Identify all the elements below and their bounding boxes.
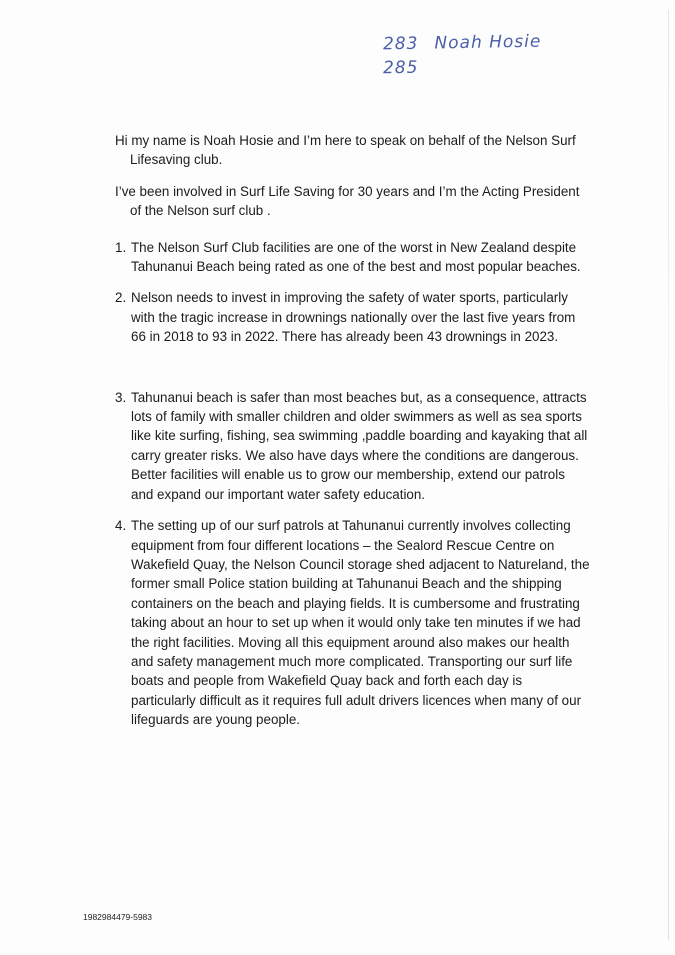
list-item-number: 4. (115, 518, 127, 534)
list-item-number: 1. (115, 239, 127, 255)
document-id: 1982984479-5983 (83, 912, 153, 922)
list-item (115, 388, 590, 504)
list-item-number: 3. (115, 389, 127, 405)
list-item-text: Tahunanui beach is safer than most beaches but, as a consequence, attracts lots of family with smaller children and older swimmers as well as sea sports like kite surfing, fishing, sea swimming ,paddle boarding and kayaking that all carry greater risks. We also have days where the conditions are dangerous. Better facilities will enable us to grow our membership, extend our patrols and expand our important water safety education. (131, 389, 588, 502)
scan-edge-line (668, 10, 669, 940)
list-item (115, 238, 590, 277)
involvement-paragraph: I’ve been involved in Surf Life Saving for 30 years and I’m the Acting President of the Nelson surf club . (115, 183, 580, 219)
list-item-text: The setting up of our surf patrols at Tahunanui currently involves collecting equipment from four different locations – the Sealord Rescue Centre on Wakefield Quay, the Nelson Council storage shed adjacent to Natureland, the former small Police station building at Tahunanui Beach and the shipping containers on the beach and playing fields. It is cumbersome and frustrating taking about an hour to set up when it would only take ten minutes if we had the right facilities. Moving all this equipment around also makes our health and safety management much more complicated. Transporting our surf life boats and people from Wakefield Quay back and forth each day is particularly difficult as it requires full adult drivers licences when many of our lifeguards are young people. (131, 518, 590, 728)
handwritten-annotation-line2 (383, 58, 419, 79)
list-item (115, 288, 590, 346)
submission-body (115, 131, 590, 730)
handwritten-number-283: 283 (382, 33, 419, 55)
handwritten-annotation-line1 (383, 32, 542, 55)
list-item-text: The Nelson Surf Club facilities are one of the worst in New Zealand despite Tahunanui Beach being rated as one of the best and most popular beaches. (131, 239, 581, 275)
handwritten-number-285: 285 (382, 57, 419, 79)
handwritten-name: Noah Hosie (434, 31, 542, 54)
numbered-points-list (115, 238, 590, 730)
intro-paragraph: Hi my name is Noah Hosie and I’m here to speak on behalf of the Nelson Surf Lifesaving club. (115, 133, 576, 168)
list-item (115, 516, 590, 729)
list-item-text: Nelson needs to invest in improving the safety of water sports, particularly with the tragic increase in drownings nationally over the last five years from 66 in 2018 to 93 in 2022. There has already been 43 drownings in 2023. (131, 290, 576, 345)
list-item-number: 2. (115, 290, 127, 306)
